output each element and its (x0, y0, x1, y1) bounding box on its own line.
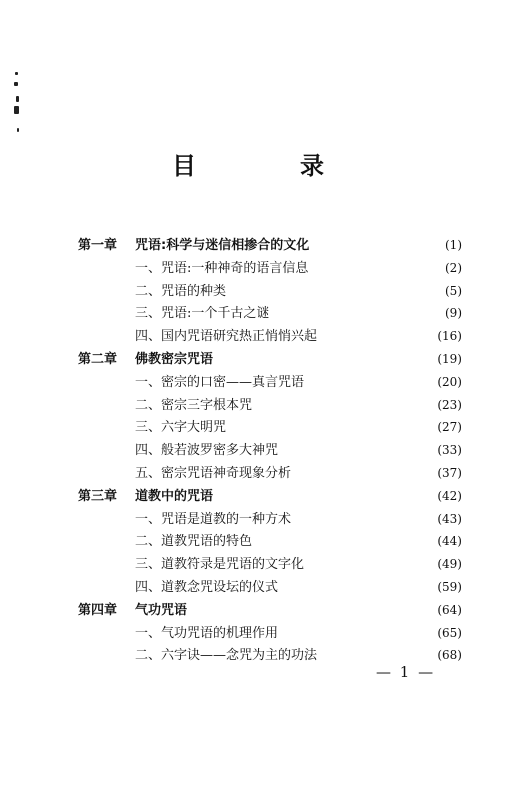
toc-chapter-row (78, 599, 462, 622)
toc-chapter-label: 第一章 (78, 238, 118, 253)
toc-section-row (78, 508, 462, 531)
toc-section-row (78, 439, 462, 462)
dot-leader (191, 600, 433, 614)
toc-entry-title: 二、咒语的种类 (135, 283, 227, 299)
toc-section-row (78, 416, 462, 439)
toc-page-number: (43) (437, 511, 462, 526)
page-number-footer: — 1 — (376, 663, 436, 681)
toc-page-number: (68) (437, 648, 462, 663)
toc-page-number: (37) (437, 465, 462, 480)
toc-entry-title: 一、咒语:一种神奇的语言信息 (135, 260, 309, 276)
toc-entry-title: 二、道教咒语的特色 (135, 534, 253, 550)
toc-page-number: (44) (437, 534, 462, 549)
toc-page-number: (42) (437, 488, 462, 503)
toc-entry-title: 四、般若波罗密多大神咒 (135, 443, 279, 459)
toc-page-number: (1) (445, 238, 462, 252)
dot-leader (308, 554, 433, 568)
toc-page-number: (20) (437, 374, 462, 389)
dot-leader (282, 577, 433, 591)
dot-leader (256, 531, 433, 545)
toc-section-row (78, 553, 462, 576)
toc-section-row (78, 530, 462, 553)
dot-leader (273, 303, 441, 317)
toc-section-row (78, 325, 462, 348)
toc-entry-title: 一、气功咒语的机理作用 (135, 625, 279, 641)
toc-entry-title: 一、咒语是道教的一种方术 (135, 511, 292, 527)
toc-entry-title: 气功咒语 (135, 602, 188, 618)
dot-leader (295, 463, 433, 477)
toc-entry-title: 道教中的咒语 (135, 488, 214, 504)
toc-entry-title: 三、六字大明咒 (135, 420, 227, 436)
toc-chapter-row (78, 234, 462, 257)
toc-entry-title: 一、密宗的口密——真言咒语 (135, 374, 305, 390)
dot-leader (312, 258, 441, 272)
toc-page-number: (65) (437, 625, 462, 640)
toc-chapter-row (78, 348, 462, 371)
toc-page-number: (5) (445, 283, 462, 298)
dot-leader (256, 395, 433, 409)
toc-entry-title: 二、密宗三字根本咒 (135, 397, 253, 413)
toc-page-number: (23) (437, 397, 462, 412)
toc-entry-title: 二、六字诀——念咒为主的功法 (135, 648, 318, 664)
toc-chapter-row (78, 485, 462, 508)
toc-chapter-label: 第二章 (78, 351, 118, 367)
toc-section-row (78, 622, 462, 645)
toc-section-row (78, 462, 462, 485)
toc-entry-title: 佛教密宗咒语 (135, 351, 214, 367)
dot-leader (230, 281, 441, 295)
toc-page-number: (49) (437, 557, 462, 572)
dot-leader (230, 417, 433, 431)
toc-chapter-label: 第四章 (78, 602, 118, 618)
toc-section-row (78, 394, 462, 417)
toc-page-number: (33) (437, 443, 462, 458)
margin-marks (10, 72, 26, 142)
toc-page-number: (59) (437, 579, 462, 594)
dot-leader (295, 509, 433, 523)
toc-entry-title: 三、道教符录是咒语的文字化 (135, 557, 305, 573)
dot-leader (217, 349, 433, 363)
page-title: 目 录 (172, 152, 364, 180)
dot-leader (282, 440, 433, 454)
table-of-contents (78, 234, 462, 667)
dot-leader (308, 372, 433, 386)
toc-page-number: (19) (437, 351, 462, 366)
dot-leader (282, 623, 433, 637)
toc-section-row (78, 257, 462, 280)
toc-entry-title: 三、咒语:一个千古之谜 (135, 306, 270, 322)
toc-page-number: (27) (437, 420, 462, 435)
toc-entry-title: 四、道教念咒设坛的仪式 (135, 579, 279, 595)
toc-entry-title: 五、密宗咒语神奇现象分析 (135, 465, 292, 481)
dot-leader (321, 326, 433, 340)
dot-leader (321, 645, 433, 659)
dot-leader (217, 486, 433, 500)
toc-entry-title: 四、国内咒语研究热正悄悄兴起 (135, 329, 318, 345)
toc-page-number: (16) (437, 329, 462, 344)
toc-page-number: (2) (445, 260, 462, 275)
dot-leader (313, 235, 441, 249)
toc-page-number: (9) (445, 306, 462, 321)
toc-section-row (78, 576, 462, 599)
toc-section-row (78, 280, 462, 303)
toc-section-row (78, 371, 462, 394)
toc-page-number: (64) (437, 602, 462, 617)
toc-chapter-label: 第三章 (78, 488, 118, 504)
toc-section-row (78, 302, 462, 325)
toc-entry-title: 咒语:科学与迷信相掺合的文化 (135, 238, 310, 253)
